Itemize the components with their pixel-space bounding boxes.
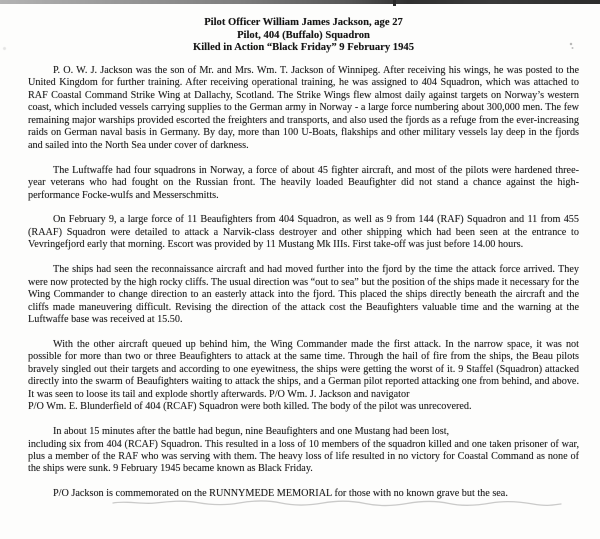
document-title-block — [28, 17, 579, 55]
scan-top-edge-artifact — [0, 0, 600, 4]
paragraph-biography: P. O. W. J. Jackson was the son of Mr. and Mrs. Wm. T. Jackson of Winnipeg. After receiving his wings, he was posted to the United Kingdom for further training. After receiving operational training, he was assigned to 404 Squadron, which was attached to RAF Coastal Command Strike Wing at Dallachy, Scotland. The Strike Wings flew almost daily against targets on Norway’s western coast, which included vessels carrying supplies to the German army in Norway - a large force numbering about 300,000 men. The few remaining major warships provided escorted the freighters and transports, and also used the fjords as a refuge from the ever-increasing raids on German naval basis in Germany. By day, more than 100 U-Boats, flakships and other military vessels lay deep in the fjords and sailed into the North Sea under cover of darkness. — [28, 65, 579, 151]
document-body — [28, 65, 579, 501]
paragraph-ships-in-fjord: The ships had seen the reconnaissance aircraft and had moved further into the fjord by the time the attack force arrived. They were now protected by the high rocky cliffs. The usual direction was “out to sea” but the position of the ships made it necessary for the Wing Commander to change direction to an easterly attack into the fjord. This placed the ships directly beneath the aircraft and the cliffs made maneuvering difficult. Revising the direction of the attack cost the Beaufighters valuable time and the warning at the Luftwaffe base was received at 15.50. — [28, 264, 579, 326]
paragraph-attack-part-2: P/O Wm. E. Blunderfield of 404 (RCAF) Squadron were both killed. The body of the pilot was unrecovered. — [28, 401, 472, 413]
paragraph-luftwaffe: The Luftwaffe had four squadrons in Norway, a force of about 45 fighter aircraft, and most of the pilots were hardened three-year veterans who had fought on the Russian front. The heavily loaded Beaufighter did not stand a chance against the high-performance Focke-wulfs and Messerschmitts. — [28, 164, 579, 201]
paragraph-attack-part-1: With the other aircraft queued up behind him, the Wing Commander made the first attack. In the narrow space, it was not possible for more than two or three Beaufighters to attack at the same time. Through the hail of fire from the ships, the Beau pilots bravely singled out their targets and according to one eyewitness, the ships were getting the worst of it. 9 Staffel (Squadron) attacked directly into the swarm of Beaufighters waiting to attack the ships, and a German pilot reported attacking one from behind, and above. It was seen to loose its tail and explode shortly afterwards. P/O Wm. J. Jackson and navigator — [28, 338, 579, 400]
title-line-squadron: Pilot, 404 (Buffalo) Squadron — [237, 29, 370, 41]
title-line-name-age: Pilot Officer William James Jackson, age 27 — [204, 17, 403, 28]
paragraph-february-9-mission: On February 9, a large force of 11 Beaufighters from 404 Squadron, as well as 9 from 144 (RAF) Squadron and 11 from 455 (RAAF) Squadron were detailed to attack a Narvik-class destroyer and other shipping which had been seen at the entrance to Vevringefjord early that morning. Escort was provided by 11 Mustang Mk IIIs. First take-off was just before 14.00 hours. — [28, 214, 579, 251]
scan-speck-artifact — [2, 46, 7, 51]
paragraph-losses — [28, 426, 579, 476]
paragraph-memorial: P/O Jackson is commemorated on the RUNNYMEDE MEMORIAL for those with no known grave but the sea. — [53, 488, 508, 500]
title-line-killed-in-action: Killed in Action “Black Friday” 9 February 1945 — [193, 42, 414, 53]
paragraph-losses-part-1: In about 15 minutes after the battle had begun, nine Beaufighters and one Mustang had been lost, — [53, 426, 450, 438]
paragraph-attack — [28, 339, 579, 414]
paragraph-losses-part-2: including six from 404 (RCAF) Squadron. This resulted in a loss of 10 members of the squadron killed and one taken prisoner of war, plus a member of the RAF who was serving with them. The heavy loss of life resulted in no victory for Coastal Command as none of the ships were sunk. 9 February 1945 became known as Black Friday. — [28, 438, 579, 475]
scan-bottom-line-artifact — [105, 497, 600, 507]
document-content — [28, 17, 579, 501]
